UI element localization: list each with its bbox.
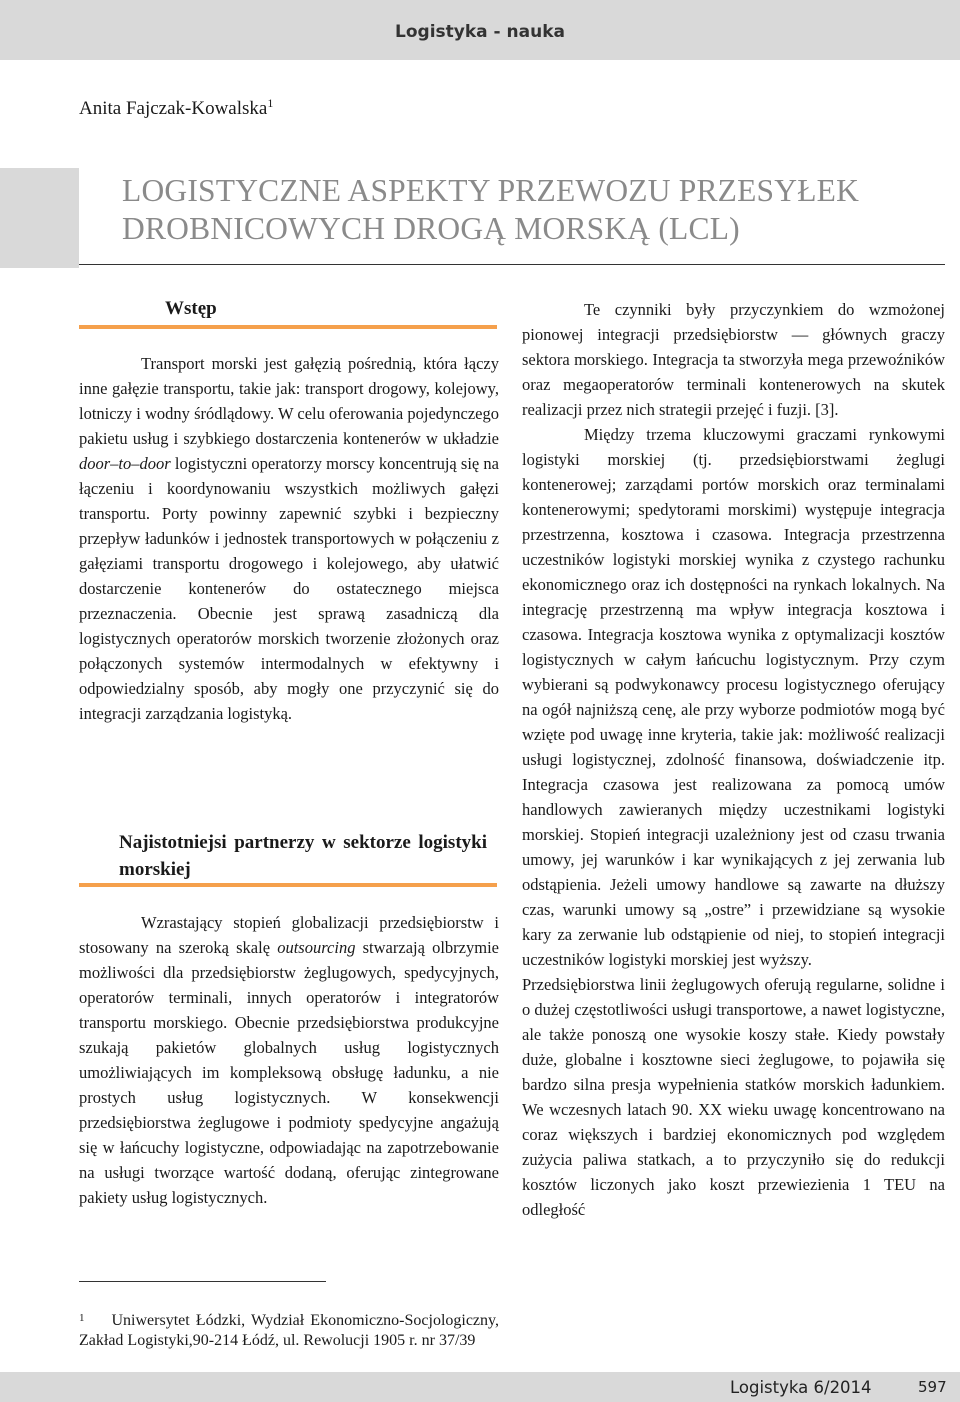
intro-text-2: logistyczni operatorzy morscy koncentrują się na łączeniu i koordynowaniu wszystkich możliwych gałęzi transportu. Porty powinny zapewnić szybki i bezpieczny przepływ ładunków i jednostek transportowych w połączeniu z gałęziami transportu drogowego i kolejowego, aby ułatwić dostarczenie kontenerów do ostatecznego miejsca przeznaczenia. Obecnie jest sprawą zasadniczą dla logistycznych operatorów morskich tworzenie złożonych oraz połączonych systemów intermodalnych w efektywny i odpowiedzialny sposób, aby mogły one przyczynić się do integracji zarządzania logistyką.	[79, 454, 499, 723]
intro-text-1: Transport morski jest gałęzią pośrednią, która łączy inne gałęzie transportu, takie jak: transport drogowy, kolejowy, lotniczy i wodny śródlądowy. W celu oferowania pojedynczego pakietu usług i szybkiego dostarczenia kontenerów w układzie	[79, 354, 499, 448]
intro-paragraph	[79, 351, 499, 726]
partners-body	[79, 910, 499, 1210]
right-paragraph-1: Te czynniki były przyczynkiem do wzmożonej pionowej integracji przedsiębiorstw — głównych graczy sektora morskiego. Integracja ta stworzyła mega przewoźników oraz megaoperatorów terminali kontenerowych na skutek realizacji przez nich strategii przejęć i fuzji. [3].	[522, 300, 945, 419]
partners-paragraph	[79, 910, 499, 1210]
article-title: LOGISTYCZNE ASPEKTY PRZEWOZU PRZESYŁEK DROBNICOWYCH DROGĄ MORSKĄ (LCL)	[122, 173, 860, 246]
section-heading-intro: Wstęp	[165, 298, 217, 319]
heading-underline-partners	[79, 883, 497, 887]
author-name: Anita Fajczak-Kowalska	[79, 98, 268, 119]
right-paragraph-2: Między trzema kluczowymi graczami rynkowymi logistyki morskiej (tj. przedsiębiorstwami żeglugi kontenerowej; zarządami portów morskich oraz terminalami kontenerowymi; spedytorami morskimi) występuje integracja przestrzenna, kosztowa i czasowa. Integracja przestrzenna uczestników logistyki morskiej wynika z czystego rachunku ekonomicznego oraz ich dostępności na rynkach lokalnych. Na integrację przestrzenną ma wpływ integracja kosztowa i czasowa. Integracja kosztowa wynika z optymalizacji kosztów logistycznych w całym łańcuchu logistycznym. Przy czym wybierani są podwykonawcy procesu logistycznego oferujący na ogół najniższą cenę, ale przy wyborze podmiotów mogą być wzięte pod uwagę inne kryteria, takie jak: możliwość realizacji usługi logistycznej, zdolność finansowa, doświadczenie itp. Integracja czasowa jest realizowana za pomocą umów handlowych zawieranych między uczestnikami logistyki morskiej. Stopień integracji uzależniony jest od czasu trwania umowy, jej warunków i kar wynikających z jej zerwania lub odstąpienia. Jeżeli umowy handlowe są zawarte na dłuższy czas, warunki umowy są „ostre” i przewidziane są wysokie kary za zerwanie lub odstąpienie od niej, to stopień integracji uczestników logistyki morskiej jest wyższy.	[522, 425, 945, 969]
partners-italic-term: outsourcing	[277, 938, 356, 957]
author-line	[79, 98, 273, 120]
partners-text-1: Wzrastający stopień globalizacji przedsiębiorstw i stosowany na szeroką skalę	[79, 913, 499, 957]
title-side-block	[0, 168, 79, 268]
footnote	[79, 1311, 499, 1351]
intro-italic-term: door–to–door	[79, 454, 171, 473]
heading-underline-intro	[79, 325, 497, 329]
footnote-mark: 1	[79, 1312, 85, 1324]
footnote-text: Uniwersytet Łódzki, Wydział Ekonomiczno-Socjologiczny, Zakład Logistyki,90-214 Łódź, ul. Rewolucji 1905 r. nr 37/39	[79, 1312, 499, 1349]
footnote-rule	[79, 1281, 326, 1282]
page-number: 597	[918, 1378, 947, 1396]
intro-body	[79, 351, 499, 726]
section-header: Logistyka - nauka	[395, 22, 565, 42]
right-column-body	[522, 297, 945, 1222]
author-footnote-mark: 1	[267, 96, 274, 110]
right-paragraph-3: Przedsiębiorstwa linii żeglugowych oferują regularne, solidne i o dużej częstotliwości usługi transportowe, a nawet logistyczne, ale także ponoszą one wysokie koszy stałe. Kiedy powstały duże, globalne i kosztowne sieci żeglugowe, to pojawiła się bardzo silna presja wypełnienia statków morskich ładunkiem. We wczesnych latach 90. XX wieku uwagę koncentrowano na coraz większych i bardziej ekonomicznych pod względem zużycia paliwa statkach, a to przyczyniło się do redukcji kosztów liczonych jako koszt przewiezienia 1 TEU na odległość	[522, 975, 945, 1219]
title-rule	[79, 264, 945, 265]
section-heading-partners: Najistotniejsi partnerzy w sektorze logistyki morskiej	[119, 832, 487, 880]
journal-name: Logistyka 6/2014	[730, 1378, 872, 1397]
partners-text-2: stwarzają olbrzymie możliwości dla przedsiębiorstw żeglugowych, spedycyjnych, operatorów terminali, innych operatorów i integratorów transportu morskiego. Obecnie przedsiębiorstwa produkcyjne szukają pakietów globalnych usług logistycznych umożliwiających im kompleksową obsługę ładunku, a nie prostych usług logistycznych. W konsekwencji przedsiębiorstwa żeglugowe i podmioty spedycyjne angażują się w łańcuchy logistyczne, odpowiadając na zapotrzebowanie na usługi tworzące wartość dodaną, oferując zintegrowane pakiety usług logistycznych.	[79, 938, 499, 1207]
